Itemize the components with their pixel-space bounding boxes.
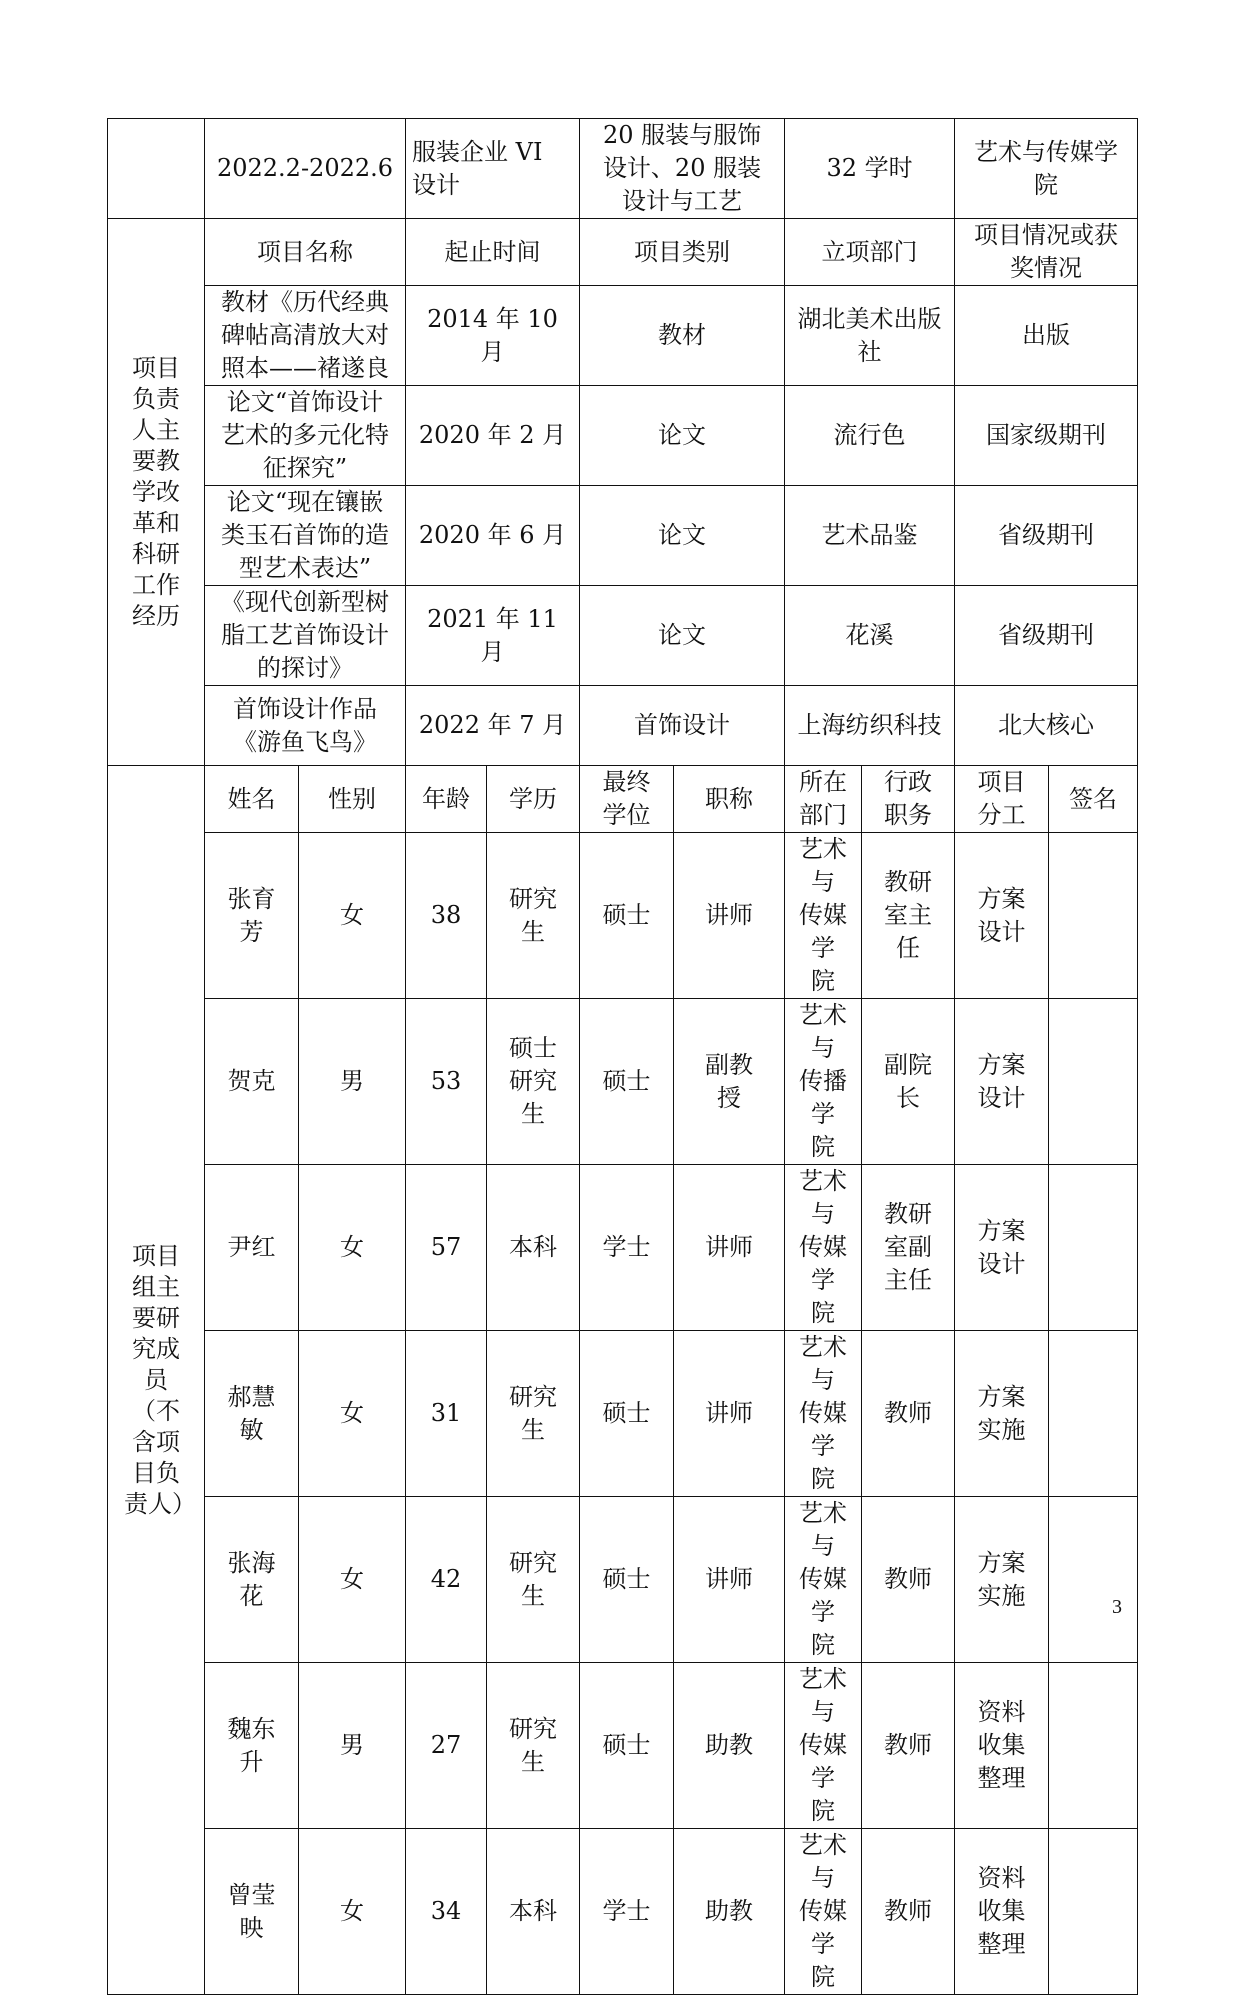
member-row [108, 1663, 1138, 1829]
experience-project-name: 论文“现在镶嵌 类玉石首饰的造 型艺术表达” [205, 486, 406, 586]
member-position: 教师 [862, 1331, 955, 1497]
experience-time: 2022 年 7 月 [406, 686, 580, 766]
member-age: 27 [406, 1663, 487, 1829]
member-row [108, 999, 1138, 1165]
member-age: 53 [406, 999, 487, 1165]
experience-project-name: 论文“首饰设计 艺术的多元化特 征探究” [205, 386, 406, 486]
member-degree: 学士 [580, 1829, 674, 1995]
member-degree: 硕士 [580, 1663, 674, 1829]
member-dept: 艺术与 传媒学 院 [785, 1497, 862, 1663]
experience-dept: 流行色 [785, 386, 955, 486]
member-row [108, 1331, 1138, 1497]
experience-category: 教材 [580, 286, 785, 386]
member-role: 方案 设计 [955, 833, 1049, 999]
member-row [108, 1497, 1138, 1663]
member-name: 曾莹 映 [205, 1829, 299, 1995]
member-gender: 女 [299, 1829, 406, 1995]
experience-project-name: 教材《历代经典 碑帖高清放大对 照本——褚遂良 [205, 286, 406, 386]
header-project-name: 项目名称 [205, 219, 406, 286]
member-signature [1049, 1829, 1138, 1995]
experience-row [108, 586, 1138, 686]
member-education: 本科 [487, 1829, 580, 1995]
header-member-dept: 所在 部门 [785, 766, 862, 833]
member-dept: 艺术与 传媒学 院 [785, 1331, 862, 1497]
experience-dept: 艺术品鉴 [785, 486, 955, 586]
experience-result: 省级期刊 [955, 586, 1138, 686]
header-result: 项目情况或获 奖情况 [955, 219, 1138, 286]
member-name: 张育 芳 [205, 833, 299, 999]
member-age: 42 [406, 1497, 487, 1663]
header-education: 学历 [487, 766, 580, 833]
member-name: 张海 花 [205, 1497, 299, 1663]
member-dept: 艺术与 传媒学 院 [785, 833, 862, 999]
member-degree: 学士 [580, 1165, 674, 1331]
member-role: 方案 实施 [955, 1331, 1049, 1497]
experience-category: 论文 [580, 486, 785, 586]
experience-result: 省级期刊 [955, 486, 1138, 586]
member-age: 38 [406, 833, 487, 999]
header-age: 年龄 [406, 766, 487, 833]
experience-project-name: 首饰设计作品 《游鱼飞鸟》 [205, 686, 406, 766]
experience-time: 2020 年 6 月 [406, 486, 580, 586]
member-signature [1049, 1331, 1138, 1497]
member-name: 贺克 [205, 999, 299, 1165]
member-position: 教师 [862, 1497, 955, 1663]
members-section-label: 项目 组主 要研 究成 员（不 含项 目负 责人） [108, 766, 205, 1995]
member-role: 方案 设计 [955, 999, 1049, 1165]
member-title: 讲师 [674, 833, 785, 999]
member-title: 讲师 [674, 1165, 785, 1331]
member-position: 教师 [862, 1829, 955, 1995]
experience-section-label: 项目 负责 人主 要教 学改 革和 科研 工作 经历 [108, 219, 205, 766]
member-name: 魏东 升 [205, 1663, 299, 1829]
member-age: 34 [406, 1829, 487, 1995]
member-education: 研究 生 [487, 1663, 580, 1829]
member-dept: 艺术与 传媒学 院 [785, 1663, 862, 1829]
member-title: 助教 [674, 1829, 785, 1995]
member-role: 方案 实施 [955, 1497, 1049, 1663]
header-dept: 立项部门 [785, 219, 955, 286]
member-signature [1049, 833, 1138, 999]
experience-result: 北大核心 [955, 686, 1138, 766]
member-gender: 男 [299, 999, 406, 1165]
member-role: 方案 设计 [955, 1165, 1049, 1331]
header-signature: 签名 [1049, 766, 1138, 833]
member-title: 副教 授 [674, 999, 785, 1165]
member-name: 郝慧 敏 [205, 1331, 299, 1497]
member-gender: 女 [299, 1331, 406, 1497]
experience-time: 2020 年 2 月 [406, 386, 580, 486]
member-signature [1049, 999, 1138, 1165]
member-degree: 硕士 [580, 833, 674, 999]
experience-header-row [108, 219, 1138, 286]
experience-dept: 上海纺织科技 [785, 686, 955, 766]
teaching-period: 2022.2-2022.6 [205, 119, 406, 219]
member-education: 本科 [487, 1165, 580, 1331]
member-dept: 艺术与 传媒学 院 [785, 1165, 862, 1331]
application-form-table [107, 118, 1138, 1995]
member-degree: 硕士 [580, 999, 674, 1165]
experience-result: 国家级期刊 [955, 386, 1138, 486]
header-time: 起止时间 [406, 219, 580, 286]
experience-row [108, 486, 1138, 586]
member-row [108, 1829, 1138, 1995]
member-signature [1049, 1497, 1138, 1663]
member-row [108, 833, 1138, 999]
member-row [108, 1165, 1138, 1331]
experience-row [108, 386, 1138, 486]
experience-row [108, 286, 1138, 386]
member-degree: 硕士 [580, 1331, 674, 1497]
empty-label-cell [108, 119, 205, 219]
experience-project-name: 《现代创新型树 脂工艺首饰设计 的探讨》 [205, 586, 406, 686]
member-position: 教研 室副 主任 [862, 1165, 955, 1331]
experience-result: 出版 [955, 286, 1138, 386]
experience-row [108, 686, 1138, 766]
member-name: 尹红 [205, 1165, 299, 1331]
page-number: 3 [1112, 1596, 1122, 1618]
teaching-record-row [108, 119, 1138, 219]
experience-category: 论文 [580, 586, 785, 686]
header-gender: 性别 [299, 766, 406, 833]
member-age: 31 [406, 1331, 487, 1497]
header-role: 项目 分工 [955, 766, 1049, 833]
member-degree: 硕士 [580, 1497, 674, 1663]
member-gender: 女 [299, 1165, 406, 1331]
members-header-row [108, 766, 1138, 833]
header-degree: 最终 学位 [580, 766, 674, 833]
member-age: 57 [406, 1165, 487, 1331]
member-title: 讲师 [674, 1497, 785, 1663]
experience-dept: 花溪 [785, 586, 955, 686]
experience-dept: 湖北美术出版 社 [785, 286, 955, 386]
teaching-department: 艺术与传媒学 院 [955, 119, 1138, 219]
header-member-name: 姓名 [205, 766, 299, 833]
member-title: 讲师 [674, 1331, 785, 1497]
experience-category: 首饰设计 [580, 686, 785, 766]
header-position: 行政 职务 [862, 766, 955, 833]
member-gender: 男 [299, 1663, 406, 1829]
member-gender: 女 [299, 833, 406, 999]
member-education: 硕士 研究 生 [487, 999, 580, 1165]
teaching-course: 服装企业 VI 设计 [406, 119, 580, 219]
member-education: 研究 生 [487, 833, 580, 999]
teaching-majors: 20 服装与服饰 设计、20 服装 设计与工艺 [580, 119, 785, 219]
member-title: 助教 [674, 1663, 785, 1829]
header-title: 职称 [674, 766, 785, 833]
experience-time: 2021 年 11 月 [406, 586, 580, 686]
member-position: 教师 [862, 1663, 955, 1829]
experience-category: 论文 [580, 386, 785, 486]
member-dept: 艺术与 传媒学 院 [785, 1829, 862, 1995]
member-signature [1049, 1165, 1138, 1331]
member-education: 研究 生 [487, 1497, 580, 1663]
header-category: 项目类别 [580, 219, 785, 286]
member-position: 副院 长 [862, 999, 955, 1165]
member-dept: 艺术与 传播学 院 [785, 999, 862, 1165]
member-role: 资料 收集 整理 [955, 1663, 1049, 1829]
teaching-hours: 32 学时 [785, 119, 955, 219]
member-role: 资料 收集 整理 [955, 1829, 1049, 1995]
member-signature [1049, 1663, 1138, 1829]
experience-time: 2014 年 10 月 [406, 286, 580, 386]
member-position: 教研 室主 任 [862, 833, 955, 999]
member-gender: 女 [299, 1497, 406, 1663]
member-education: 研究 生 [487, 1331, 580, 1497]
